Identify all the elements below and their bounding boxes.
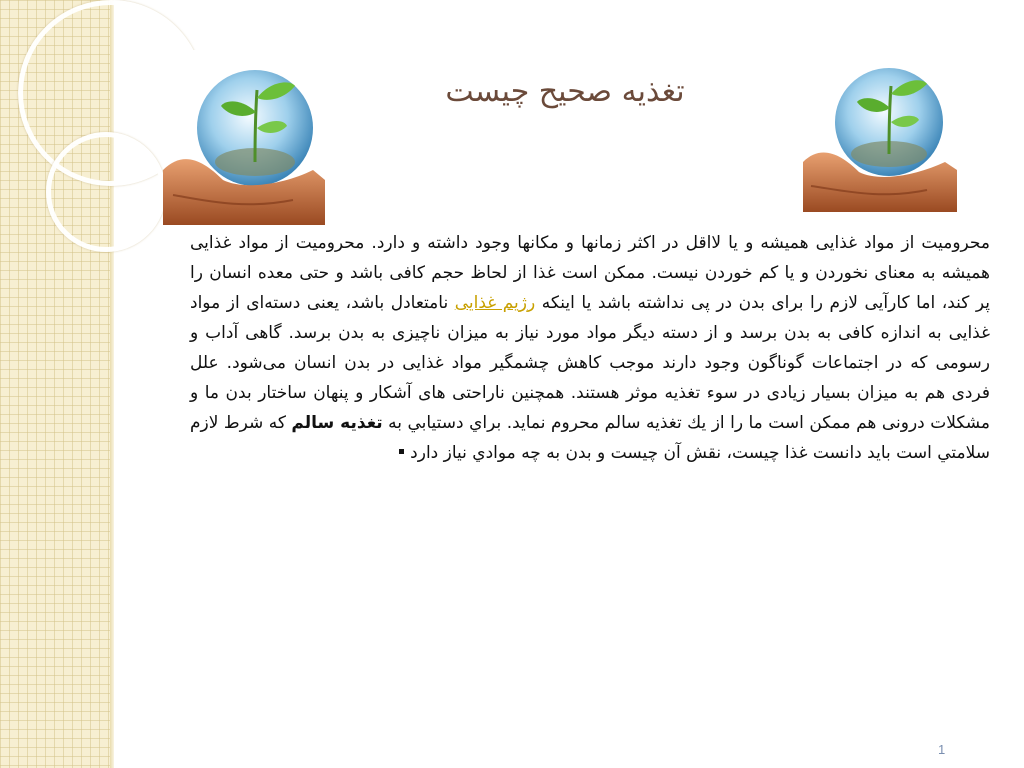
healthy-nutrition-bold: تغذیه سالم	[291, 413, 383, 433]
body-paragraph	[190, 228, 990, 468]
hand-globe-image-right	[803, 50, 957, 212]
slide-title: تغذیه صحیح چیست	[445, 74, 685, 109]
paragraph-text-3: كه شرط لازم سلامتي است بايد دانست غذا چيست، نقش آن چيست و بدن به چه موادي نياز دارد	[190, 413, 990, 463]
decorative-circle-small	[46, 132, 166, 252]
paragraph-text-2: نامتعادل باشد، یعنی دسته‌ای از مواد غذایی به اندازه کافی به بدن برسد و از دسته دیگر مواد مورد نیاز به میزان ناچیزی به بدن برسد. گاهی آداب و رسومی که در اجتماعات گوناگون وجود دارند موجب کاهش چشمگیر مواد غذایی در بدن انسان می‌شود. علل فردی هم به میزان بسیار زیادی در سوء تغذیه موثر هستند. همچنین ناراحتی های آشکار و پنهان ساختار بدن ما و مشکلات درونی هم ممکن است ما را از یك تغذیه سالم محروم نماید. براي دستيابي به	[190, 293, 991, 433]
hand-globe-illustration	[803, 50, 957, 212]
diet-link[interactable]: رژیم غذایی	[454, 293, 536, 313]
hand-globe-image-left	[163, 50, 325, 225]
page-number: 1	[938, 742, 946, 757]
hand-globe-illustration	[163, 50, 325, 225]
bullet-dot	[399, 449, 404, 454]
paragraph-text-1: محرومیت از مواد غذایی همیشه و یا لااقل در اکثر زمانها و مکانها وجود داشته و دارد. محرومیت از مواد غذایی همیشه به معنای نخوردن و یا کم خوردن نیست. ممکن است غذا از لحاظ حجم کافی باشد و حتی معده انسان را پر کند، اما کارآیی لازم را برای بدن در پی نداشته باشد یا اینکه	[190, 233, 991, 313]
